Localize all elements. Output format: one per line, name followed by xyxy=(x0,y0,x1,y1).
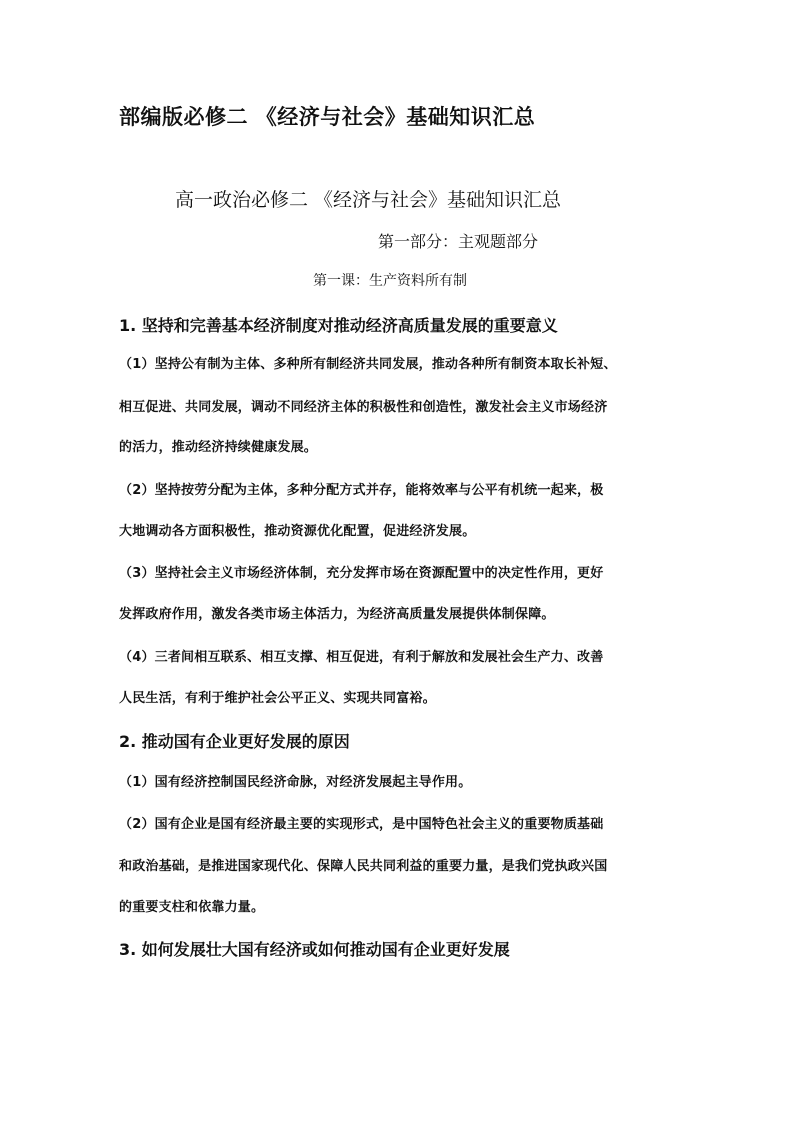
part-heading: 第一部分：主观题部分 xyxy=(378,232,539,251)
question-heading-1: 1. 坚持和完善基本经济制度对推动经济高质量发展的重要意义 xyxy=(119,316,558,335)
paragraph-line: （1）国有经济控制国民经济命脉，对经济发展起主导作用。 xyxy=(119,775,472,790)
paragraph-line: （2）坚持按劳分配为主体，多种分配方式并存，能将效率与公平有机统一起来，极 xyxy=(119,483,604,498)
document-subtitle: 高一政治必修二 《经济与社会》基础知识汇总 xyxy=(175,189,562,211)
paragraph-line: 人民生活，有利于维护社会公平正义、实现共同富裕。 xyxy=(119,691,436,706)
document-title: 部编版必修二 《经济与社会》基础知识汇总 xyxy=(119,105,536,129)
paragraph-line: （4）三者间相互联系、相互支撑、相互促进，有利于解放和发展社会生产力、改善 xyxy=(119,650,604,665)
paragraph-line: 和政治基础，是推进国家现代化、保障人民共同利益的重要力量，是我们党执政兴国 xyxy=(119,859,608,874)
question-heading-3: 3. 如何发展壮大国有经济或如何推动国有企业更好发展 xyxy=(119,940,510,959)
paragraph-line: （2）国有企业是国有经济最主要的实现形式，是中国特色社会主义的重要物质基础 xyxy=(119,817,604,832)
paragraph-line: （1）坚持公有制为主体、多种所有制经济共同发展，推动各种所有制资本取长补短、 xyxy=(119,357,617,372)
paragraph-line: 大地调动各方面积极性，推动资源优化配置，促进经济发展。 xyxy=(119,524,476,539)
paragraph-line: 发挥政府作用，激发各类市场主体活力，为经济高质量发展提供体制保障。 xyxy=(119,607,555,622)
paragraph-line: 相互促进、共同发展，调动不同经济主体的积极性和创造性，激发社会主义市场经济 xyxy=(119,400,608,415)
paragraph-line: 的活力，推动经济持续健康发展。 xyxy=(119,440,318,455)
paragraph-line: （3）坚持社会主义市场经济体制，充分发挥市场在资源配置中的决定性作用，更好 xyxy=(119,566,604,581)
paragraph-line: 的重要支柱和依靠力量。 xyxy=(119,900,265,915)
question-heading-2: 2. 推动国有企业更好发展的原因 xyxy=(119,732,350,751)
lesson-heading: 第一课：生产资料所有制 xyxy=(313,273,467,289)
